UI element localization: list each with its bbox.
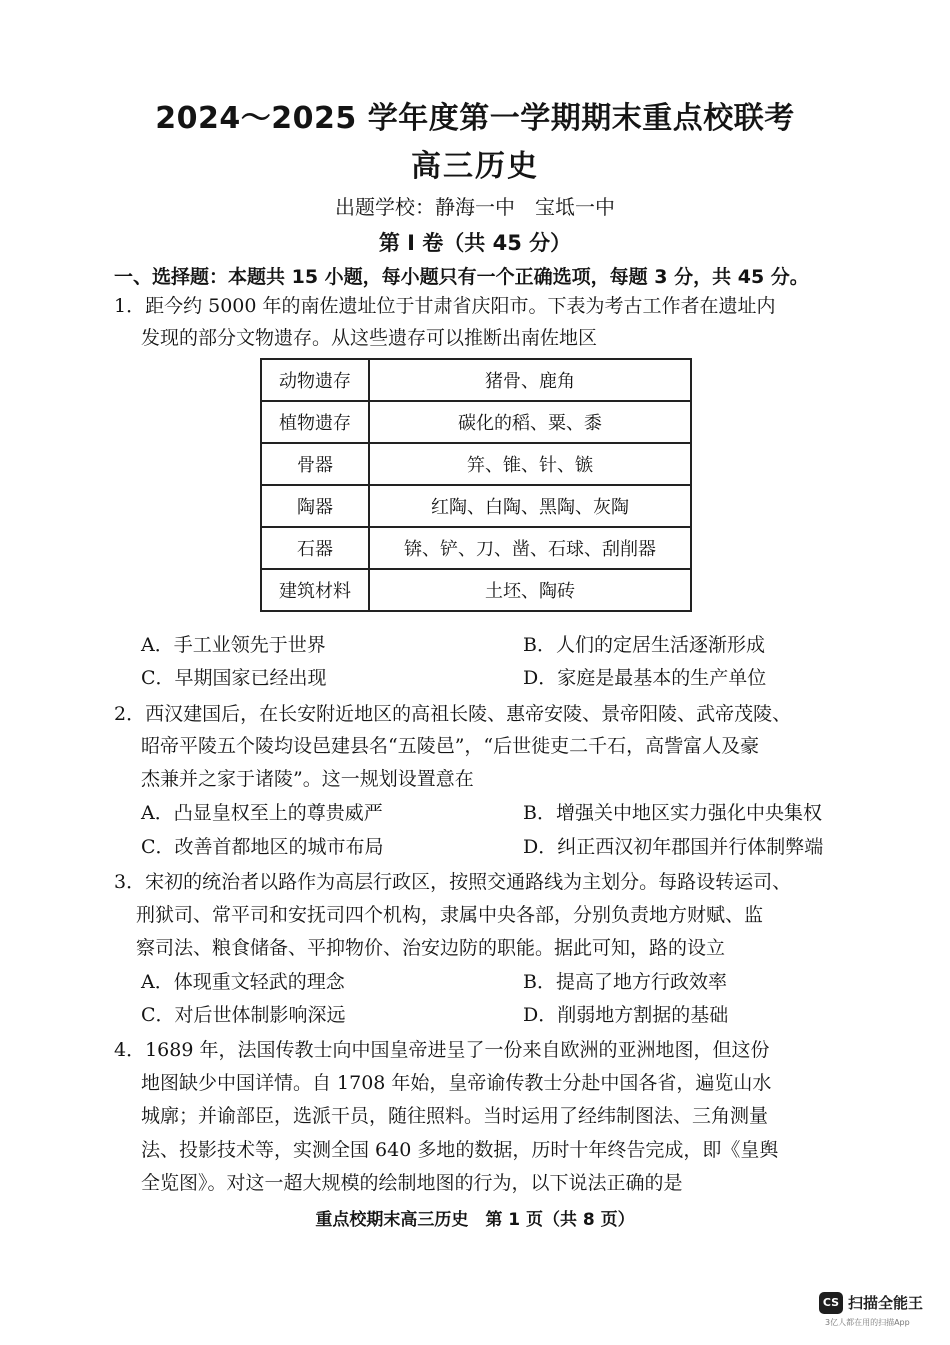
table-row — [261, 401, 691, 443]
table-cell-items: 土坯、陶砖 — [369, 569, 691, 611]
q3-option-b: B．提高了地方行政效率 — [523, 971, 727, 993]
q1-line-1: 1．距今约 5000 年的南佐遗址位于甘肃省庆阳市。下表为考古工作者在遗址内 — [114, 295, 776, 317]
q2-option-d: D．纠正西汉初年郡国并行体制弊端 — [523, 836, 824, 858]
table-row — [261, 485, 691, 527]
q4-line-5: 全览图》。对这一超大规模的绘制地图的行为，以下说法正确的是 — [141, 1172, 683, 1194]
subject-title: 高三历史 — [411, 149, 539, 184]
q3-option-c: C．对后世体制影响深远 — [141, 1004, 346, 1026]
q1-option-a: A．手工业领先于世界 — [141, 634, 326, 656]
table-cell-items: 笄、锥、针、镞 — [369, 443, 691, 485]
exam-title: 2024～2025 学年度第一学期期末重点校联考 — [155, 101, 795, 136]
page-footer: 重点校期末高三历史 第 1 页（共 8 页） — [315, 1210, 635, 1230]
q1-option-b: B．人们的定居生活逐渐形成 — [523, 634, 765, 656]
camscanner-logo-icon: CS — [819, 1292, 843, 1314]
table-cell-items: 猪骨、鹿角 — [369, 359, 691, 401]
volume-line: 第 Ⅰ 卷（共 45 分） — [378, 231, 572, 255]
table-cell-items: 红陶、白陶、黑陶、灰陶 — [369, 485, 691, 527]
camscanner-watermark — [819, 1290, 939, 1332]
q3-line-3: 察司法、粮食储备、平抑物价、治安边防的职能。据此可知，路的设立 — [136, 937, 726, 959]
table-cell-items: 锛、铲、刀、凿、石球、刮削器 — [369, 527, 691, 569]
table-cell-category: 动物遗存 — [261, 359, 369, 401]
table-row — [261, 443, 691, 485]
q2-option-c: C．改善首都地区的城市布局 — [141, 836, 384, 858]
table-row — [261, 359, 691, 401]
q3-line-1: 3．宋初的统治者以路作为高层行政区，按照交通路线为主划分。每路设转运司、 — [114, 871, 792, 893]
q2-line-1: 2．西汉建国后，在长安附近地区的高祖长陵、惠帝安陵、景帝阳陵、武帝茂陵、 — [114, 703, 792, 725]
section-heading: 一、选择题：本题共 15 小题，每小题只有一个正确选项，每题 3 分，共 45 分。 — [114, 266, 809, 288]
watermark-tagline: 3亿人都在用的扫描App — [825, 1318, 910, 1327]
q4-line-2: 地图缺少中国详情。自 1708 年始，皇帝谕传教士分赴中国各省，遍览山水 — [141, 1072, 772, 1094]
q1-option-d: D．家庭是最基本的生产单位 — [523, 667, 767, 689]
q2-option-b: B．增强关中地区实力强化中央集权 — [523, 802, 822, 824]
table-cell-category: 骨器 — [261, 443, 369, 485]
school-line: 出题学校：静海一中 宝坻一中 — [335, 195, 615, 219]
q1-line-2: 发现的部分文物遗存。从这些遗存可以推断出南佐地区 — [141, 327, 598, 349]
q3-line-2: 刑狱司、常平司和安抚司四个机构，隶属中央各部，分别负责地方财赋、监 — [136, 904, 764, 926]
q3-option-d: D．削弱地方割据的基础 — [523, 1004, 729, 1026]
q4-line-4: 法、投影技术等，实测全国 640 多地的数据，历时十年终告完成，即《皇舆 — [141, 1139, 779, 1161]
q2-line-2: 昭帝平陵五个陵均设邑建县名“五陵邑”，“后世徙吏二千石，高訾富人及豪 — [141, 735, 760, 757]
q4-line-1: 4．1689 年，法国传教士向中国皇帝进呈了一份来自欧洲的亚洲地图，但这份 — [114, 1039, 770, 1061]
table-cell-category: 陶器 — [261, 485, 369, 527]
table-row — [261, 527, 691, 569]
table-row — [261, 569, 691, 611]
relics-table — [260, 358, 692, 612]
q1-option-c: C．早期国家已经出现 — [141, 667, 327, 689]
watermark-app-name: 扫描全能王 — [848, 1294, 924, 1312]
table-cell-items: 碳化的稻、粟、黍 — [369, 401, 691, 443]
q4-line-3: 城廓；并谕部臣，选派干员，随往照料。当时运用了经纬制图法、三角测量 — [141, 1105, 769, 1127]
q2-option-a: A．凸显皇权至上的尊贵威严 — [141, 802, 383, 824]
table-cell-category: 建筑材料 — [261, 569, 369, 611]
q3-option-a: A．体现重文轻武的理念 — [141, 971, 345, 993]
q2-line-3: 杰兼并之家于诸陵”。这一规划设置意在 — [141, 768, 474, 790]
table-cell-category: 植物遗存 — [261, 401, 369, 443]
table-cell-category: 石器 — [261, 527, 369, 569]
